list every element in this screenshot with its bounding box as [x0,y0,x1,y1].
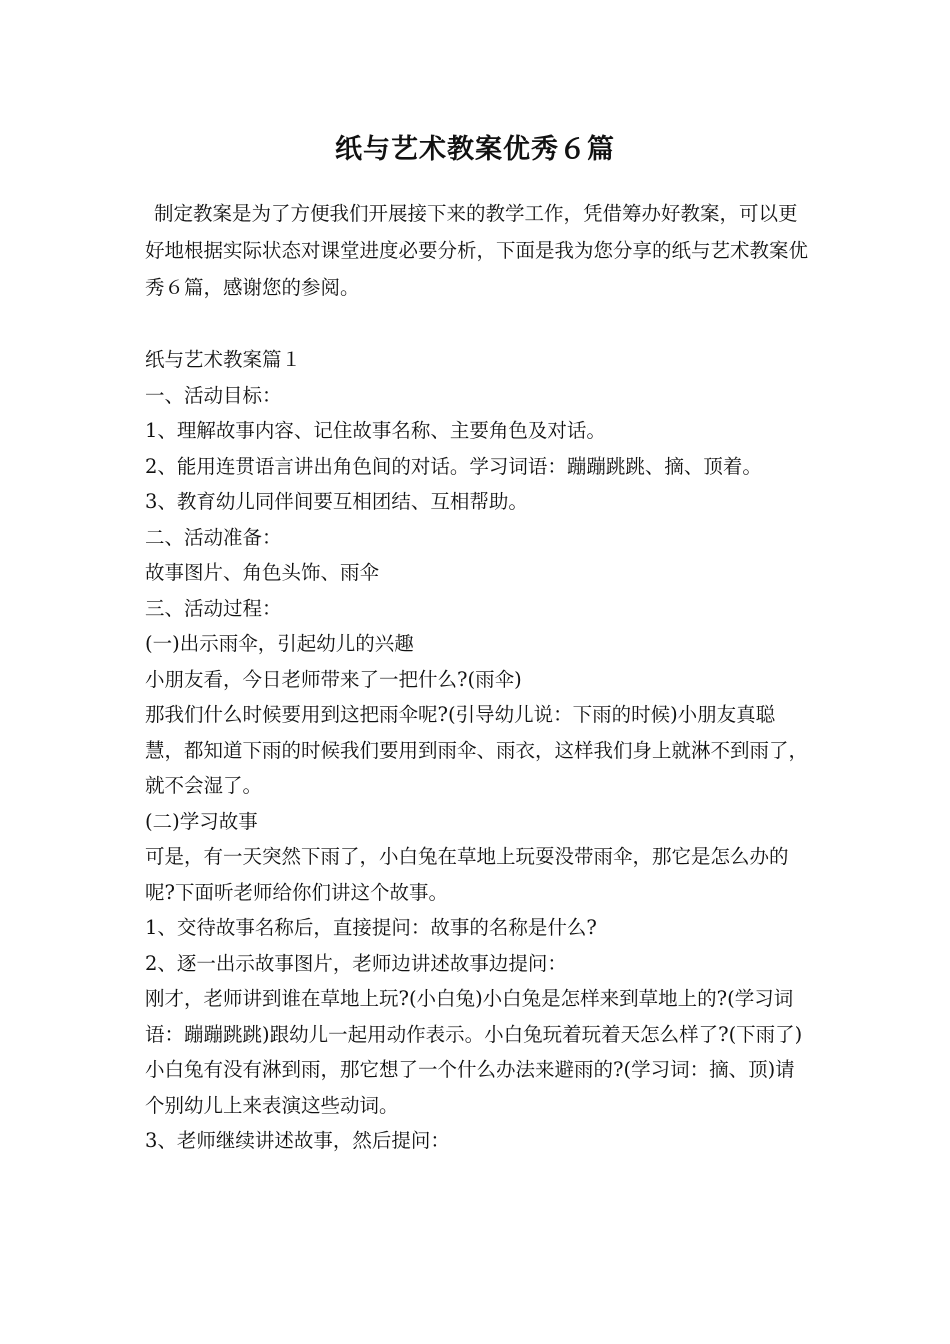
list-item: 3、老师继续讲述故事，然后提问： [145,1129,450,1152]
list-item: 2、逐一出示故事图片，老师边讲述故事边提问： [145,951,567,975]
document-title: 纸与艺术教案优秀６篇 [335,134,615,165]
process-step: (一)出示雨伞，引起幼儿的兴趣 [145,632,414,655]
section-heading: 纸与艺术教案篇１ [145,348,302,371]
subheading-goals: 一、活动目标： [145,383,282,407]
goal-item: 2、能用连贯语言讲出角色间的对话。学习词语：蹦蹦跳跳、摘、顶着。 [145,454,762,478]
process-step: (二)学习故事 [145,809,258,833]
intro-text: 制定教案是为了方便我们开展接下来的教学工作，凭借筹办好教案，可以更好地根据实际状态对课堂进度必要分析，下面是我为您分享的纸与艺术教案优秀６篇，感谢您的参阅。 [145,202,809,299]
paragraph: 刚才，老师讲到谁在草地上玩?(小白兔)小白兔是怎样来到草地上的?(学习词语：蹦蹦跳跳)跟幼儿一起用动作表示。小白兔玩着玩着天怎么样了?(下雨了)小白兔有没有淋到雨，那它想了一个什么办法来避雨的?(学习词：摘、顶)请个别幼儿上来表演这些动词。 [145,987,803,1117]
list-item: 1、交待故事名称后，直接提问：故事的名称是什么? [145,916,597,939]
paragraph: 那我们什么时候要用到这把雨伞呢?(引导幼儿说：下雨的时候)小朋友真聪慧，都知道下雨的时候我们要用到雨伞、雨衣，这样我们身上就淋不到雨了，就不会湿了。 [145,703,809,797]
goal-item: 3、教育幼儿同伴间要互相团结、互相帮助。 [145,490,528,513]
intro-paragraph [145,195,813,306]
paragraph: 小朋友看，今日老师带来了一把什么?(雨伞) [145,667,522,691]
paragraph: 可是，有一天突然下雨了，小白兔在草地上玩耍没带雨伞，那它是怎么办的呢?下面听老师给你们讲这个故事。 [145,845,789,904]
subheading-process: 三、活动过程： [145,596,282,620]
goal-item: 1、理解故事内容、记住故事名称、主要角色及对话。 [145,419,606,442]
preparation-text: 故事图片、角色头饰、雨伞 [145,561,380,584]
document-body [145,342,813,1159]
subheading-preparation: 二、活动准备： [145,525,282,549]
